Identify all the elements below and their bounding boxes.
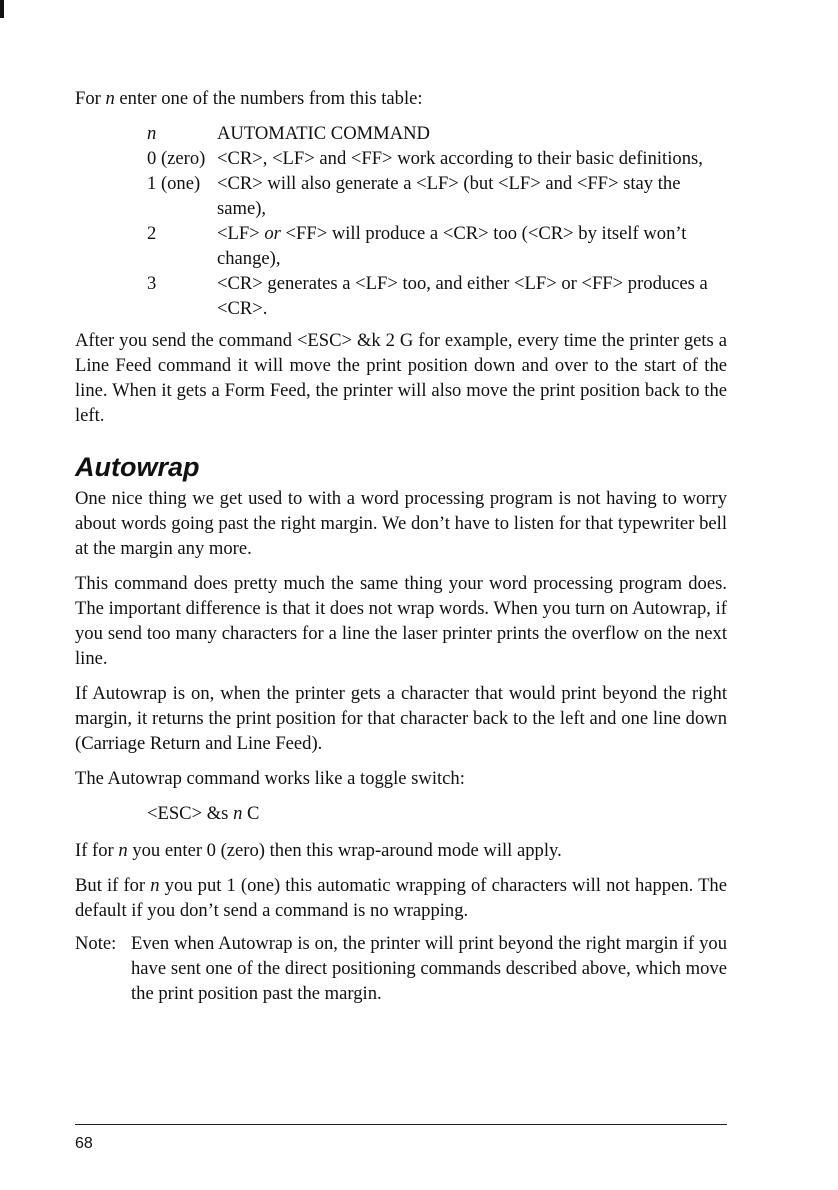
variable-n: n: [105, 88, 115, 109]
page-number: 68: [75, 1135, 93, 1152]
table-row: [147, 221, 727, 271]
table-header-n: n: [147, 123, 157, 144]
table-row: [147, 171, 727, 221]
page-body: [75, 86, 727, 1006]
note-label: Note:: [75, 933, 117, 954]
table-header-row: [147, 121, 727, 146]
table-row: [147, 146, 727, 171]
table-row-desc: <LF> or <FF> will produce a <CR> too (<CR> by itself won’t change),: [217, 223, 687, 269]
intro-paragraph: For n enter one of the numbers from this table:: [75, 88, 423, 109]
autowrap-paragraph-6: But if for n you put 1 (one) this automatic wrapping of characters will not happen. The default if you don’t send a command is no wrapping.: [75, 875, 727, 921]
autowrap-paragraph-3: If Autowrap is on, when the printer gets a character that would print beyond the right margin, it returns the print position for that character back to the left and one line down (Carriage Return and Line Feed).: [75, 683, 727, 754]
note-text: Even when Autowrap is on, the printer will print beyond the right margin if you have sent one of the direct positioning commands described above, which move the print position past the margin.: [131, 933, 727, 1004]
note-block: [75, 931, 727, 1006]
footer-rule: [75, 1124, 727, 1125]
table-row: [147, 271, 727, 321]
scan-artifact-mark: [0, 0, 4, 18]
table-row-desc: <CR> generates a <LF> too, and either <LF> or <FF> produces a <CR>.: [217, 273, 708, 319]
table-row-desc: <CR>, <LF> and <FF> work according to their basic definitions,: [217, 148, 703, 169]
autowrap-command-syntax: <ESC> &s n C: [147, 803, 260, 824]
table-header-desc: AUTOMATIC COMMAND: [217, 123, 430, 144]
table-row-n: 1 (one): [147, 173, 201, 194]
autowrap-paragraph-2: This command does pretty much the same thing your word processing program does. The important difference is that it does not wrap words. When you turn on Autowrap, if you send too many characters for a line the laser printer prints the overflow on the next line.: [75, 573, 727, 669]
autowrap-paragraph-4: The Autowrap command works like a toggle switch:: [75, 768, 465, 789]
table-row-n: 3: [147, 273, 157, 294]
table-row-n: 0 (zero): [147, 148, 206, 169]
automatic-command-table: [147, 121, 727, 321]
autowrap-paragraph-1: One nice thing we get used to with a word processing program is not having to worry about words going past the right margin. We don’t have to listen for that typewriter bell at the margin any more.: [75, 488, 727, 559]
table-row-n: 2: [147, 223, 157, 244]
section-heading: Autowrap: [75, 452, 200, 482]
table-row-desc: <CR> will also generate a <LF> (but <LF> and <FF> stay the same),: [217, 173, 681, 219]
after-table-paragraph: After you send the command <ESC> &k 2 G for example, every time the printer gets a Line Feed command it will move the print position down and over to the start of the line. When it gets a Form Feed, the printer will also move the print position back to the left.: [75, 330, 727, 426]
autowrap-paragraph-5: If for n you enter 0 (zero) then this wrap-around mode will apply.: [75, 840, 562, 861]
